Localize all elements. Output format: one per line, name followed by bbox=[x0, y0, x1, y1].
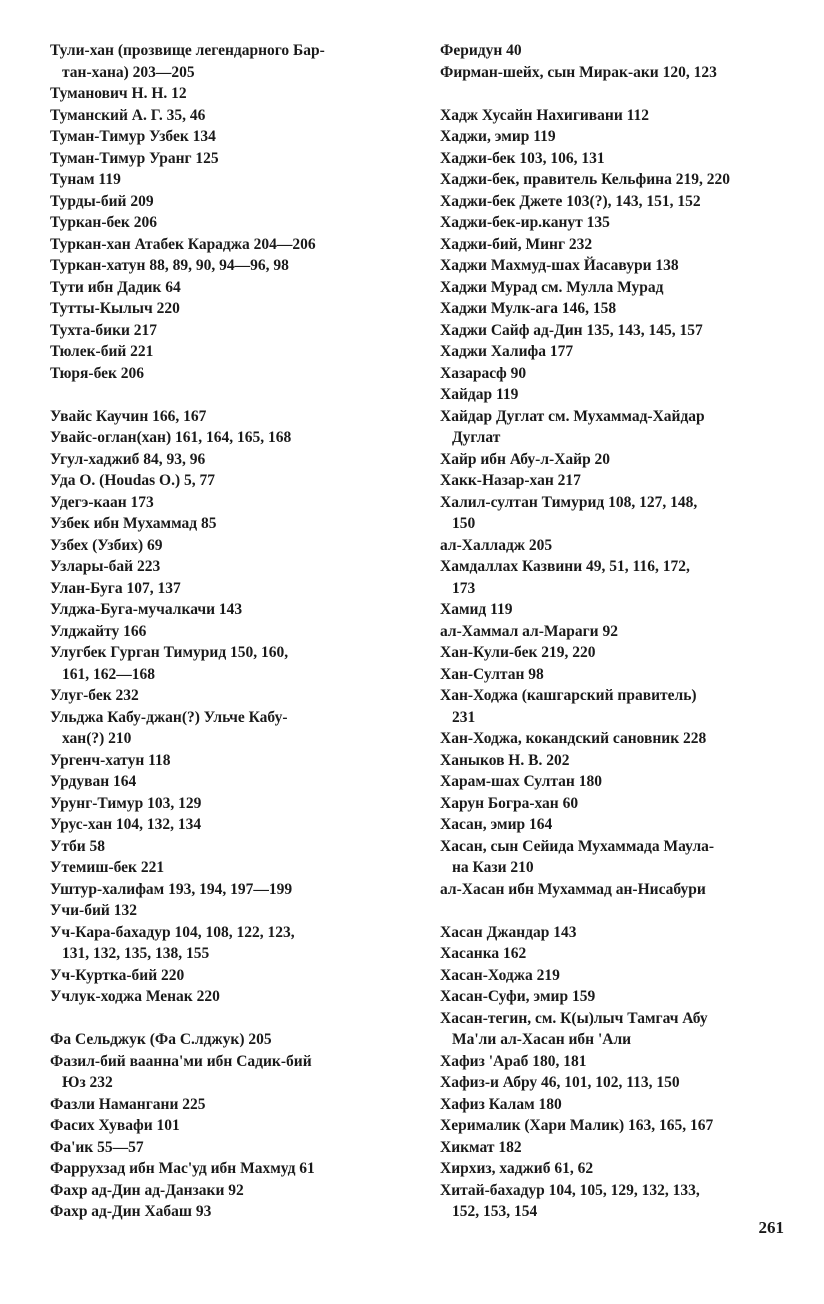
index-entry-text: Туркан-бек 206 bbox=[50, 214, 157, 231]
index-entry bbox=[440, 642, 785, 664]
index-entry bbox=[440, 814, 785, 836]
index-entry-text: Хаджи-бий, Минг 232 bbox=[440, 235, 593, 253]
index-entry-text: Тюлек-бий 221 bbox=[50, 343, 154, 360]
index-entry-text: Туманович Н. Н. 12 bbox=[50, 85, 187, 102]
index-entry bbox=[50, 126, 395, 148]
index-entry-text: Турды-бий 209 bbox=[50, 192, 154, 210]
index-entry-text: Феридун 40 bbox=[440, 42, 522, 59]
index-entry-text: ал-Хаммал ал-Мараги 92 bbox=[440, 622, 618, 640]
index-entry-text: Учи-бий 132 bbox=[50, 902, 137, 919]
index-entry-text: Хаджи Халифа 177 bbox=[440, 343, 574, 360]
index-entry-text: Хаджи-бек-ир.канут 135 bbox=[440, 214, 610, 231]
index-entry-text: Учлук-ходжа Менак 220 bbox=[50, 988, 220, 1005]
index-entry bbox=[50, 406, 395, 428]
index-entry-text: Тути ибн Дадик 64 bbox=[50, 278, 181, 296]
index-entry-text: Хан-Кули-бек 219, 220 bbox=[440, 644, 596, 661]
index-entry-text: ал-Халладж 205 bbox=[440, 536, 553, 554]
index-entry bbox=[440, 406, 785, 449]
index-entry-text: Хитай-бахадур 104, 105, 129, 132, 133, bbox=[440, 1181, 700, 1199]
index-entry-text: Утемиш-бек 221 bbox=[50, 859, 165, 876]
index-entry bbox=[50, 492, 395, 514]
index-entry bbox=[50, 1029, 395, 1051]
index-entry bbox=[440, 492, 785, 535]
index-entry bbox=[50, 900, 395, 922]
index-entry bbox=[50, 771, 395, 793]
index-entry-text: Уштур-халифам 193, 194, 197—199 bbox=[50, 880, 293, 898]
index-entry bbox=[50, 191, 395, 213]
index-entry bbox=[50, 1051, 395, 1094]
index-entry-text: Хаджи-бек, правитель Кельфина 219, 220 bbox=[440, 171, 730, 188]
index-entry-text: Хамдаллах Казвини 49, 51, 116, 172, bbox=[440, 558, 690, 575]
index-entry-continuation: 173 bbox=[452, 579, 476, 597]
index-entry bbox=[50, 83, 395, 105]
index-entry bbox=[50, 750, 395, 772]
index-entry-text: Тухта-бики 217 bbox=[50, 321, 158, 339]
index-entry-text: Ульджа Кабу-джан(?) Ульче Кабу- bbox=[50, 708, 288, 726]
index-entry bbox=[50, 169, 395, 191]
index-entry-text: Ургенч-хатун 118 bbox=[50, 751, 171, 769]
index-entry-text: Фаррухзад ибн Мас'уд ибн Махмуд 61 bbox=[50, 1160, 315, 1177]
index-entry-text: Хасан, эмир 164 bbox=[440, 816, 553, 833]
index-entry bbox=[50, 212, 395, 234]
page-number: 261 bbox=[758, 1218, 784, 1237]
index-entry-text: Улугбек Гурган Тимурид 150, 160, bbox=[50, 644, 289, 661]
index-entry bbox=[50, 642, 395, 685]
index-entry bbox=[440, 771, 785, 793]
index-entry-text: Хадж Хусайн Нахигивани 112 bbox=[440, 106, 650, 124]
section-gap bbox=[440, 83, 785, 105]
index-entry bbox=[440, 793, 785, 815]
index-entry-continuation: Ма'ли ал-Хасан ибн 'Али bbox=[452, 1031, 632, 1048]
index-entry-text: Херималик (Хари Малик) 163, 165, 167 bbox=[440, 1117, 714, 1134]
index-entry bbox=[440, 879, 785, 901]
index-entry bbox=[440, 126, 785, 148]
index-entry-text: Фахр ад-Дин Хабаш 93 bbox=[50, 1203, 212, 1220]
index-entry-text: Хан-Султан 98 bbox=[440, 665, 544, 683]
index-entry-text: Халил-султан Тимурид 108, 127, 148, bbox=[440, 493, 698, 511]
index-entry-text: Хирхиз, хаджиб 61, 62 bbox=[440, 1160, 594, 1177]
index-entry-text: Улан-Буга 107, 137 bbox=[50, 579, 181, 597]
index-entry bbox=[440, 470, 785, 492]
index-entry bbox=[440, 449, 785, 471]
index-entry-continuation: тан-хана) 203—205 bbox=[62, 63, 195, 81]
index-entry bbox=[50, 556, 395, 578]
index-entry-text: Туманский А. Г. 35, 46 bbox=[50, 106, 206, 124]
index-entry-text: Харам-шах Султан 180 bbox=[440, 773, 602, 790]
index-entry-text: Узбех (Узбих) 69 bbox=[50, 536, 163, 554]
index-entry bbox=[440, 1137, 785, 1159]
index-entry bbox=[50, 1158, 395, 1180]
index-entry-text: Фазли Намангани 225 bbox=[50, 1095, 206, 1113]
index-entry-text: Ханыков Н. В. 202 bbox=[440, 751, 570, 769]
index-entry-text: Хикмат 182 bbox=[440, 1138, 522, 1156]
index-entry-text: Тюря-бек 206 bbox=[50, 364, 145, 382]
index-entry bbox=[50, 965, 395, 987]
index-entry bbox=[50, 986, 395, 1008]
index-entry bbox=[440, 728, 785, 750]
index-entry bbox=[440, 750, 785, 772]
index-entry bbox=[440, 1094, 785, 1116]
index-entry-text: Узлары-бай 223 bbox=[50, 558, 161, 575]
index-entry-text: Хафиз Калам 180 bbox=[440, 1095, 562, 1113]
index-entry bbox=[50, 599, 395, 621]
index-entry bbox=[50, 621, 395, 643]
index-entry bbox=[50, 148, 395, 170]
index-entry-continuation: на Кази 210 bbox=[452, 859, 534, 876]
index-entry-continuation: хан(?) 210 bbox=[62, 730, 132, 747]
index-entry bbox=[440, 1072, 785, 1094]
index-entry-text: Хафиз 'Араб 180, 181 bbox=[440, 1052, 587, 1070]
index-entry-text: Хакк-Назар-хан 217 bbox=[440, 472, 581, 489]
index-entry-text: Уда О. (Houdas O.) 5, 77 bbox=[50, 472, 215, 489]
index-entry-text: Хасанка 162 bbox=[440, 945, 527, 962]
section-gap bbox=[50, 384, 395, 406]
index-entry bbox=[440, 169, 785, 191]
index-entry-continuation: 231 bbox=[452, 708, 476, 726]
index-entry bbox=[440, 277, 785, 299]
index-entry-text: Хайдар 119 bbox=[440, 386, 519, 403]
index-entry bbox=[50, 535, 395, 557]
index-entry-continuation: 152, 153, 154 bbox=[452, 1203, 538, 1220]
index-entry bbox=[50, 277, 395, 299]
index-entry-text: Хайдар Дуглат см. Мухаммад-Хайдар bbox=[440, 407, 705, 425]
index-entry bbox=[440, 1180, 785, 1223]
index-entry bbox=[440, 40, 785, 62]
index-entry-text: Хамид 119 bbox=[440, 601, 513, 618]
index-entry-text: Хаджи-бек Джете 103(?), 143, 151, 152 bbox=[440, 192, 701, 210]
index-entry-text: Удегэ-каан 173 bbox=[50, 493, 154, 511]
index-entry bbox=[440, 320, 785, 342]
index-entry bbox=[50, 234, 395, 256]
index-entry bbox=[50, 449, 395, 471]
index-entry-text: Урус-хан 104, 132, 134 bbox=[50, 816, 202, 833]
index-entry-text: Узбек ибн Мухаммад 85 bbox=[50, 515, 217, 532]
index-entry bbox=[50, 470, 395, 492]
section-gap bbox=[440, 900, 785, 922]
index-entry-text: Улджа-Буга-мучалкачи 143 bbox=[50, 601, 243, 618]
index-entry-continuation: Юз 232 bbox=[62, 1074, 113, 1091]
index-entry bbox=[50, 513, 395, 535]
index-entry-text: Туркан-хан Атабек Караджа 204—206 bbox=[50, 235, 316, 253]
index-entry bbox=[440, 298, 785, 320]
index-entry-text: Хазарасф 90 bbox=[440, 364, 527, 382]
index-entry-text: Уч-Куртка-бий 220 bbox=[50, 966, 185, 984]
index-entry-text: Улджайту 166 bbox=[50, 622, 147, 640]
index-entry bbox=[440, 212, 785, 234]
index-entry bbox=[50, 836, 395, 858]
index-entry-text: Тули-хан (прозвище легендарного Бар- bbox=[50, 42, 325, 59]
index-entry-text: Уч-Кара-бахадур 104, 108, 122, 123, bbox=[50, 923, 295, 941]
index-entry bbox=[50, 814, 395, 836]
index-entry-text: Хаджи Мурад см. Мулла Мурад bbox=[440, 278, 664, 296]
index-entry bbox=[440, 986, 785, 1008]
index-entry bbox=[50, 1180, 395, 1202]
index-entry bbox=[440, 556, 785, 599]
index-entry-text: Хафиз-и Абру 46, 101, 102, 113, 150 bbox=[440, 1074, 680, 1091]
index-entry bbox=[50, 793, 395, 815]
index-entry-text: Хаджи Мулк-ага 146, 158 bbox=[440, 300, 617, 317]
index-entry-text: Тутты-Кылыч 220 bbox=[50, 300, 180, 317]
index-entry bbox=[50, 1137, 395, 1159]
index-entry bbox=[50, 105, 395, 127]
index-entry-text: Харун Богра-хан 60 bbox=[440, 794, 579, 812]
index-entry-text: Фа Сельджук (Фа С.лджук) 205 bbox=[50, 1031, 272, 1048]
index-entry bbox=[50, 685, 395, 707]
index-entry-text: Фа'ик 55—57 bbox=[50, 1138, 144, 1156]
index-entry bbox=[440, 685, 785, 728]
index-entry-text: Урдуван 164 bbox=[50, 773, 137, 790]
index-entry-text: Хасан-тегин, см. К(ы)лыч Тамгач Абу bbox=[440, 1009, 708, 1027]
index-entry bbox=[440, 621, 785, 643]
index-entry-continuation: 131, 132, 135, 138, 155 bbox=[62, 945, 210, 962]
index-entry bbox=[440, 1158, 785, 1180]
index-entry bbox=[440, 363, 785, 385]
index-column-left bbox=[50, 40, 395, 1223]
index-entry bbox=[50, 363, 395, 385]
index-entry bbox=[440, 664, 785, 686]
index-entry bbox=[50, 298, 395, 320]
index-entry bbox=[440, 943, 785, 965]
index-entry bbox=[440, 1008, 785, 1051]
index-entry bbox=[440, 255, 785, 277]
index-entry-text: Хаджи Махмуд-шах Йасавури 138 bbox=[440, 257, 679, 274]
index-entry bbox=[440, 535, 785, 557]
index-entry-text: Хаджи Сайф ад-Дин 135, 143, 145, 157 bbox=[440, 321, 703, 339]
index-entry bbox=[50, 707, 395, 750]
index-entry-text: Хаджи-бек 103, 106, 131 bbox=[440, 149, 605, 167]
index-entry bbox=[50, 1094, 395, 1116]
index-entry-text: Фасих Хувафи 101 bbox=[50, 1117, 180, 1134]
index-entry bbox=[50, 320, 395, 342]
index-entry-text: Фазил-бий ваанна'ми ибн Садик-бий bbox=[50, 1052, 312, 1070]
index-entry bbox=[440, 1115, 785, 1137]
index-entry bbox=[440, 148, 785, 170]
index-entry-text: Туркан-хатун 88, 89, 90, 94—96, 98 bbox=[50, 257, 289, 274]
index-entry-text: Увайс-оглан(хан) 161, 164, 165, 168 bbox=[50, 429, 292, 446]
index-entry-continuation: 161, 162—168 bbox=[62, 665, 155, 683]
index-entry-text: Хан-Ходжа (кашгарский правитель) bbox=[440, 687, 697, 704]
index-entry-text: Фахр ад-Дин ад-Данзаки 92 bbox=[50, 1181, 244, 1199]
index-entry bbox=[440, 965, 785, 987]
index-entry-text: Хасан-Суфи, эмир 159 bbox=[440, 988, 596, 1005]
index-column-right bbox=[440, 40, 785, 1223]
index-entry-text: Хаджи, эмир 119 bbox=[440, 128, 556, 145]
index-entry-text: Хан-Ходжа, кокандский сановник 228 bbox=[440, 730, 707, 747]
index-entry bbox=[50, 255, 395, 277]
index-entry bbox=[440, 922, 785, 944]
index-entry-text: Тунам 119 bbox=[50, 171, 121, 188]
index-entry-continuation: 150 bbox=[452, 515, 476, 532]
index-entry-text: Фирман-шейх, сын Мирак-аки 120, 123 bbox=[440, 63, 717, 81]
index-entry-text: Урунг-Тимур 103, 129 bbox=[50, 794, 202, 812]
index-entry bbox=[440, 105, 785, 127]
index-entry-text: Хасан, сын Сейида Мухаммада Маула- bbox=[440, 837, 715, 855]
index-entry-text: Хасан-Ходжа 219 bbox=[440, 966, 560, 984]
index-entry bbox=[50, 857, 395, 879]
index-entry bbox=[440, 341, 785, 363]
index-entry-text: Хасан Джандар 143 bbox=[440, 923, 577, 941]
index-entry bbox=[440, 191, 785, 213]
index-entry bbox=[50, 427, 395, 449]
index-entry-text: Увайс Каучин 166, 167 bbox=[50, 407, 207, 425]
index-entry bbox=[50, 1115, 395, 1137]
index-entry-text: Улуг-бек 232 bbox=[50, 687, 139, 704]
section-gap bbox=[50, 1008, 395, 1030]
index-entry-text: Туман-Тимур Узбек 134 bbox=[50, 128, 216, 145]
index-entry-text: Хайр ибн Абу-л-Хайр 20 bbox=[440, 450, 611, 468]
index-entry bbox=[50, 879, 395, 901]
index-entry bbox=[440, 1051, 785, 1073]
index-entry bbox=[440, 599, 785, 621]
index-entry-text: Угул-хаджиб 84, 93, 96 bbox=[50, 450, 206, 468]
index-entry bbox=[440, 234, 785, 256]
index-entry bbox=[50, 1201, 395, 1223]
index-entry bbox=[440, 384, 785, 406]
index-entry bbox=[50, 40, 395, 83]
index-entry bbox=[50, 341, 395, 363]
index-entry bbox=[440, 62, 785, 84]
index-entry bbox=[50, 922, 395, 965]
index-entry bbox=[50, 578, 395, 600]
index-entry-text: Утби 58 bbox=[50, 837, 106, 855]
index-entry-text: Туман-Тимур Уранг 125 bbox=[50, 149, 219, 167]
index-entry bbox=[440, 836, 785, 879]
index-entry-text: ал-Хасан ибн Мухаммад ан-Нисабури bbox=[440, 880, 706, 898]
index-entry-continuation: Дуглат bbox=[452, 429, 501, 446]
